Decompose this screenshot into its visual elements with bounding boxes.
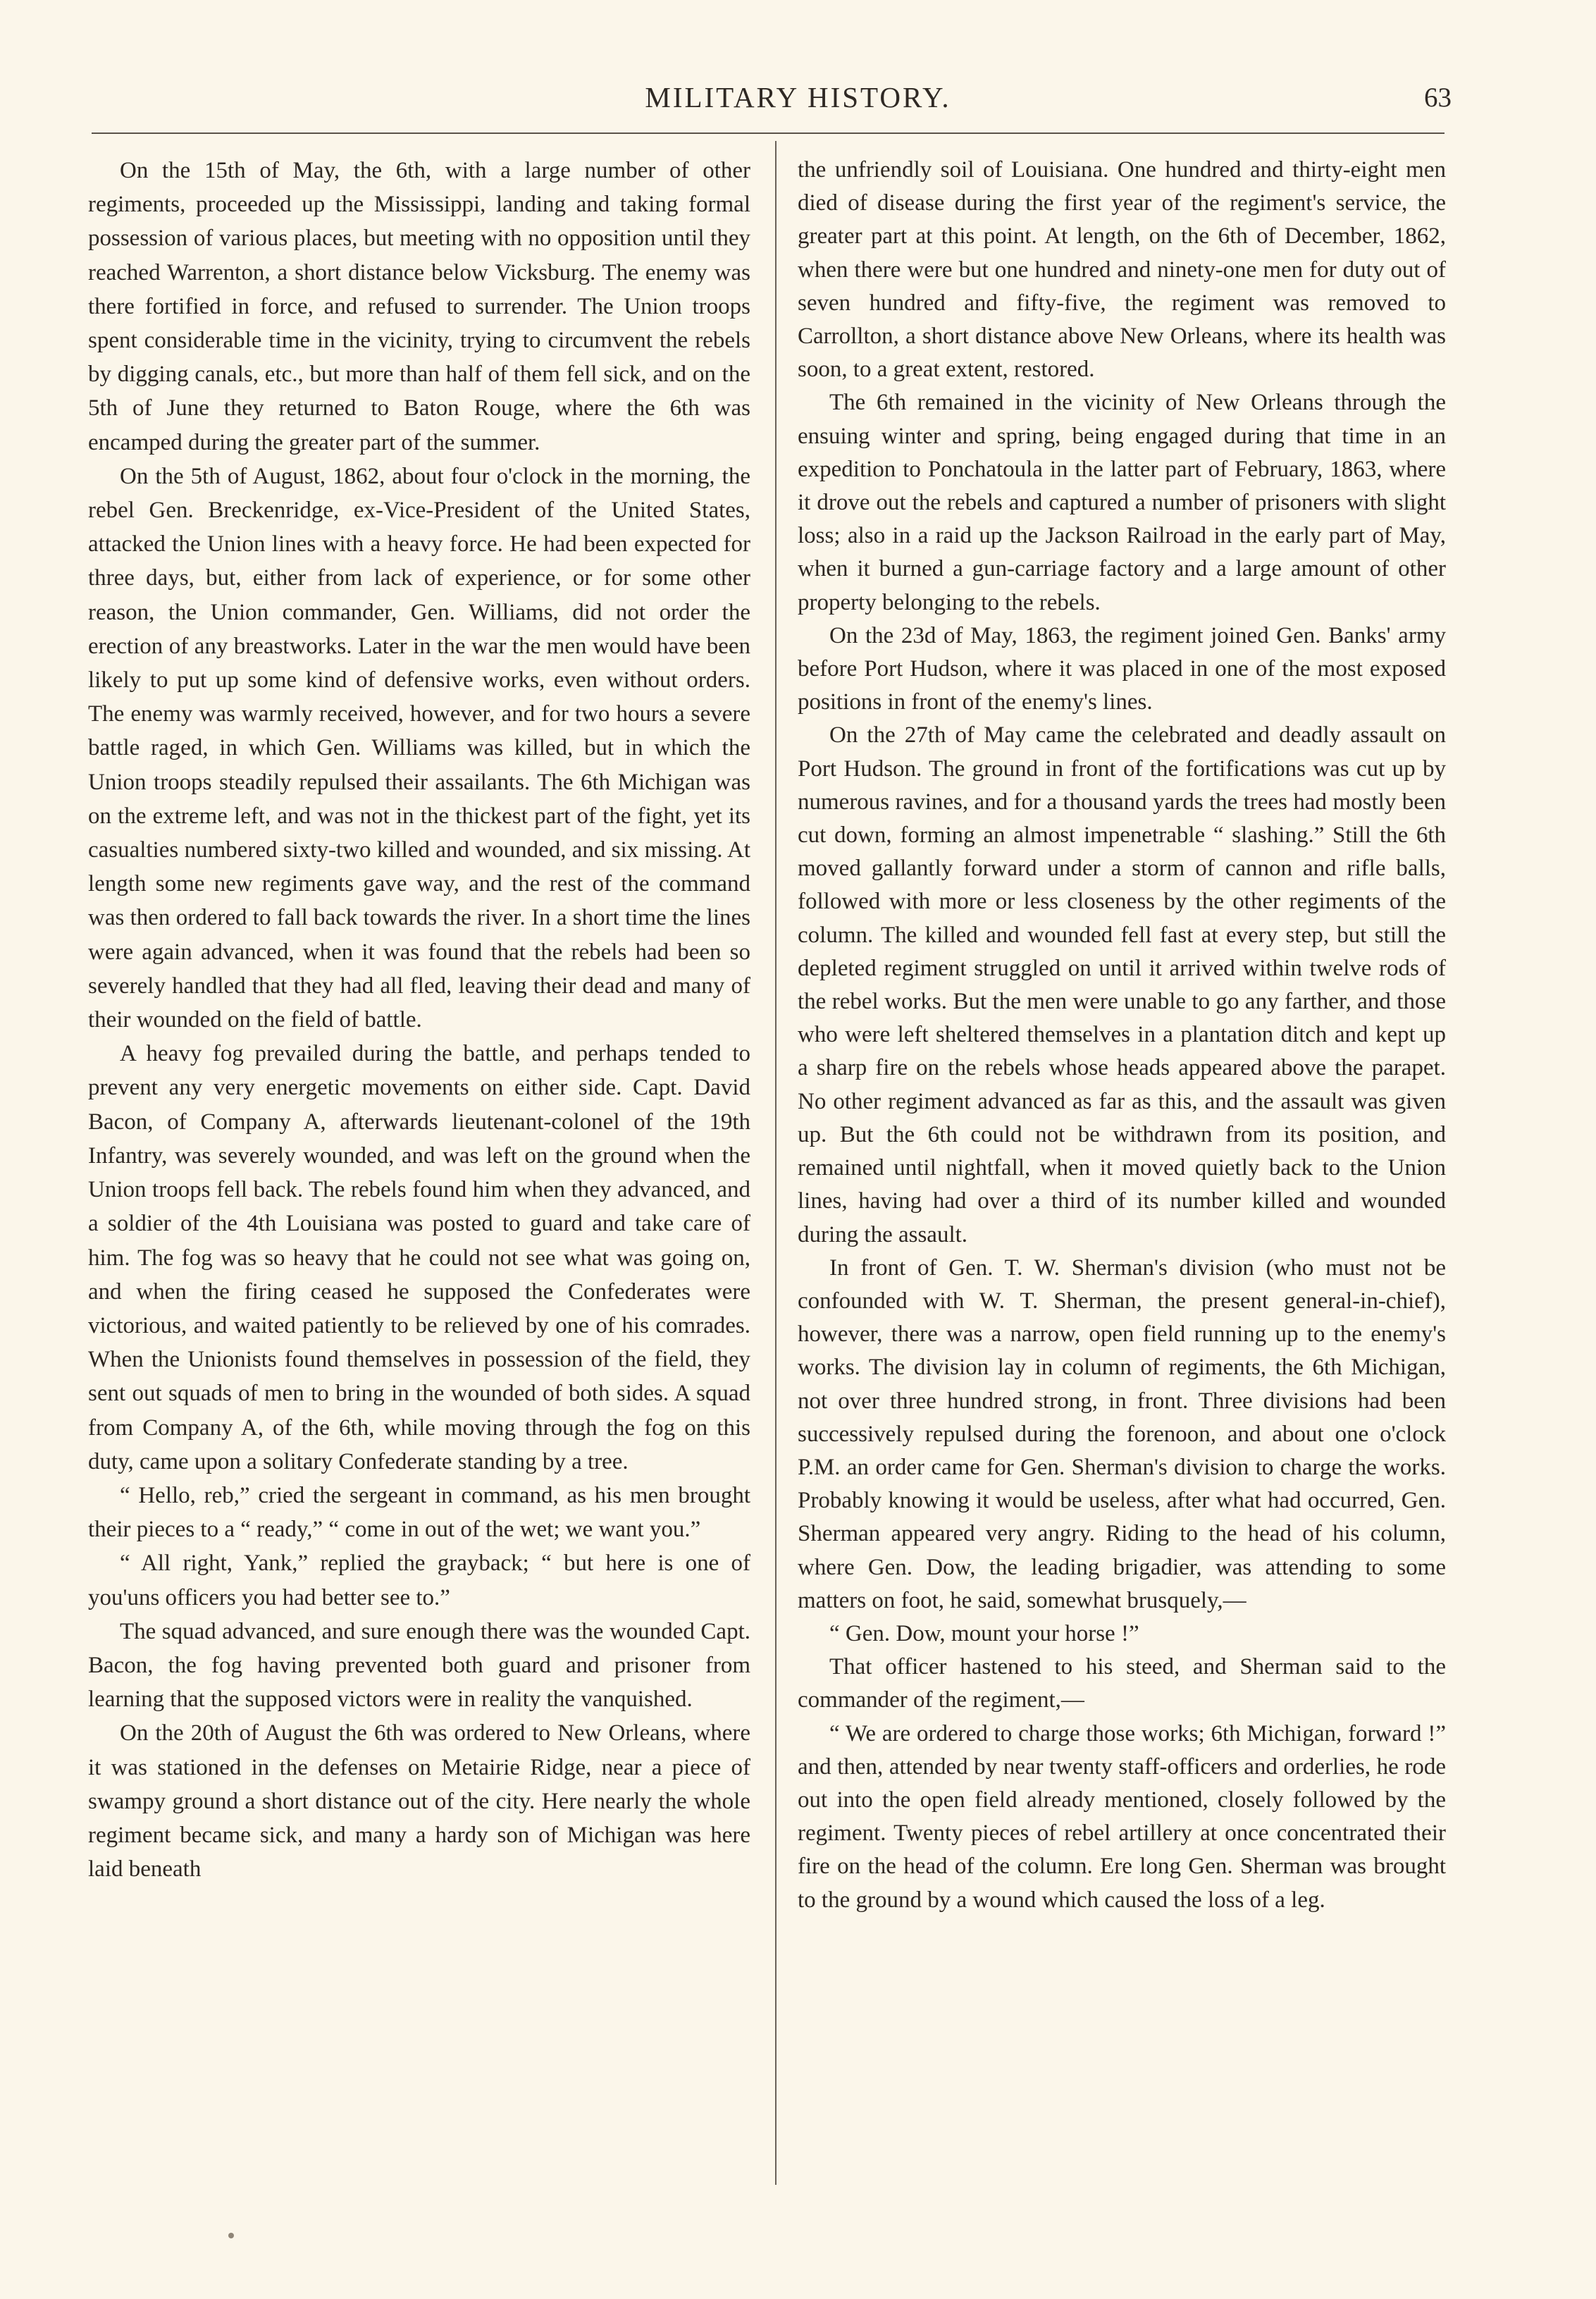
running-header-title: MILITARY HISTORY. bbox=[645, 81, 951, 113]
paragraph: “ Hello, reb,” cried the sergeant in command, as his men brought their pieces to a “ ready,” “ come in out of the wet; we want you.” bbox=[88, 1482, 750, 1543]
paragraph: A heavy fog prevailed during the battle, and perhaps tended to prevent any very energetic movements on either side. Capt. David Bacon, of Company A, afterwards lieutenant-colonel of the 19th Infantry, was severely wounded, and was left on the ground when the Union troops fell back. The rebels found him when they advanced, and a soldier of the 4th Louisiana was posted to guard and take care of him. The fog was so heavy that he could not see what was going on, and when the firing ceased he supposed the Confederates were victorious, and waited patiently to be relieved by one of his comrades. When the Unionists found themselves in possession of the field, they sent out squads of men to bring in the wounded of both sides. A squad from Company A, of the 6th, while moving through the fog on this duty, came upon a solitary Confederate standing by a tree. bbox=[88, 1041, 750, 1474]
header-rule bbox=[92, 132, 1445, 134]
left-column bbox=[88, 154, 750, 1886]
paragraph: On the 27th of May came the celebrated and deadly assault on Port Hudson. The ground in front of the fortifications was cut up by numerous ravines, and for a thousand yards the trees had mostly been cut down, forming an almost impenetrable “ slashing.” Still the 6th moved gallantly forward under a storm of cannon and rifle balls, followed with more or less closeness by the other regiments of the column. The killed and wounded fell fast at every step, but still the depleted regiment struggled on until it arrived within twelve rods of the rebel works. But the men were unable to go any farther, and those who were left sheltered themselves in a plantation ditch and kept up a sharp fire on the rebels whose heads appeared above the parapet. No other regiment advanced as far as this, and the assault was given up. But the 6th could not be withdrawn from its position, and remained until nightfall, when it moved quietly back to the Union lines, having had over a third of its number killed and wounded during the assault. bbox=[798, 722, 1446, 1247]
paragraph: “ We are ordered to charge those works; 6th Michigan, forward !” and then, attended by near twenty staff-officers and orderlies, he rode out into the open field already mentioned, closely followed by the regiment. Twenty pieces of rebel artillery at once concentrated their fire on the head of the column. Ere long Gen. Sherman was brought to the ground by a wound which caused the loss of a leg. bbox=[798, 1720, 1446, 1913]
paragraph: On the 15th of May, the 6th, with a large number of other regiments, proceeded up the Mississippi, landing and taking formal possession of various places, but meeting with no opposition until they reached Warrenton, a short distance below Vicksburg. The enemy was there fortified in force, and refused to surrender. The Union troops spent considerable time in the vicinity, trying to circumvent the rebels by digging canals, etc., but more than half of them fell sick, and on the 5th of June they returned to Baton Rouge, where the 6th was encamped during the greater part of the summer. bbox=[88, 158, 750, 455]
paragraph: On the 23d of May, 1863, the regiment joined Gen. Banks' army before Port Hudson, where it was placed in one of the most exposed positions in front of the enemy's lines. bbox=[798, 622, 1446, 715]
ink-speck bbox=[228, 2233, 234, 2238]
paragraph: The 6th remained in the vicinity of New Orleans through the ensuing winter and spring, being engaged during that time in an expedition to Ponchatoula in the latter part of February, 1863, where it drove out the rebels and captured a number of prisoners with slight loss; also in a raid up the Jackson Railroad in the early part of May, when it burned a gun-carriage factory and a large amount of other property belonging to the rebels. bbox=[798, 390, 1446, 615]
paragraph: On the 5th of August, 1862, about four o'clock in the morning, the rebel Gen. Breckenridge, ex-Vice-President of the United States, attacked the Union lines with a heavy force. He had been expected for three days, but, either from lack of experience, or for some other reason, the Union commander, Gen. Williams, did not order the erection of any breastworks. Later in the war the men would have been likely to put up some kind of defensive works, even without orders. The enemy was warmly received, however, and for two hours a severe battle raged, in which Gen. Williams was killed, but in which the Union troops steadily repulsed their assailants. The 6th Michigan was on the extreme left, and was not in the thickest part of the fight, yet its casualties numbered sixty-two killed and wounded, and six missing. At length some new regiments gave way, and the rest of the command was then ordered to fall back towards the river. In a short time the lines were again advanced, when it was found that the rebels had been so severely handled that they had all fled, leaving their dead and many of their wounded on the field of battle. bbox=[88, 463, 750, 1033]
column-divider bbox=[775, 141, 777, 2185]
paragraph: “ Gen. Dow, mount your horse !” bbox=[829, 1620, 1139, 1646]
page-number: 63 bbox=[1424, 82, 1452, 113]
paragraph: “ All right, Yank,” replied the grayback; “ but here is one of you'uns officers you had better see to.” bbox=[88, 1551, 750, 1610]
right-column bbox=[798, 154, 1446, 1917]
paragraph: That officer hastened to his steed, and Sherman said to the commander of the regiment,— bbox=[798, 1654, 1446, 1713]
paragraph: On the 20th of August the 6th was ordered to New Orleans, where it was stationed in the defenses on Metairie Ridge, near a piece of swampy ground a short distance out of the city. Here nearly the whole regiment became sick, and many a hardy son of Michigan was here laid beneath bbox=[88, 1720, 750, 1882]
paragraph: The squad advanced, and sure enough there was the wounded Capt. Bacon, the fog having prevented both guard and prisoner from learning that the supposed victors were in reality the vanquished. bbox=[88, 1618, 750, 1713]
paragraph: the unfriendly soil of Louisiana. One hundred and thirty-eight men died of disease during the first year of the regiment's service, the greater part at this point. At length, on the 6th of December, 1862, when there were but one hundred and ninety-one men for duty out of seven hundred and fifty-five, the regiment was removed to Carrollton, a short distance above New Orleans, where its health was soon, to a great extent, restored. bbox=[798, 157, 1446, 383]
paragraph: In front of Gen. T. W. Sherman's division (who must not be confounded with W. T. Sherman, the present general-in-chief), however, there was a narrow, open field running up to the enemy's works. The division lay in column of regiments, the 6th Michigan, not over three hundred strong, in front. Three divisions had been successively repulsed during the forenoon, and about one o'clock P.M. an order came for Gen. Sherman's division to charge the works. Probably knowing it would be useless, after what had occurred, Gen. Sherman appeared very angry. Riding to the head of his column, where Gen. Dow, the leading brigadier, was attending to some matters on foot, he said, somewhat brusquely,— bbox=[798, 1255, 1446, 1613]
